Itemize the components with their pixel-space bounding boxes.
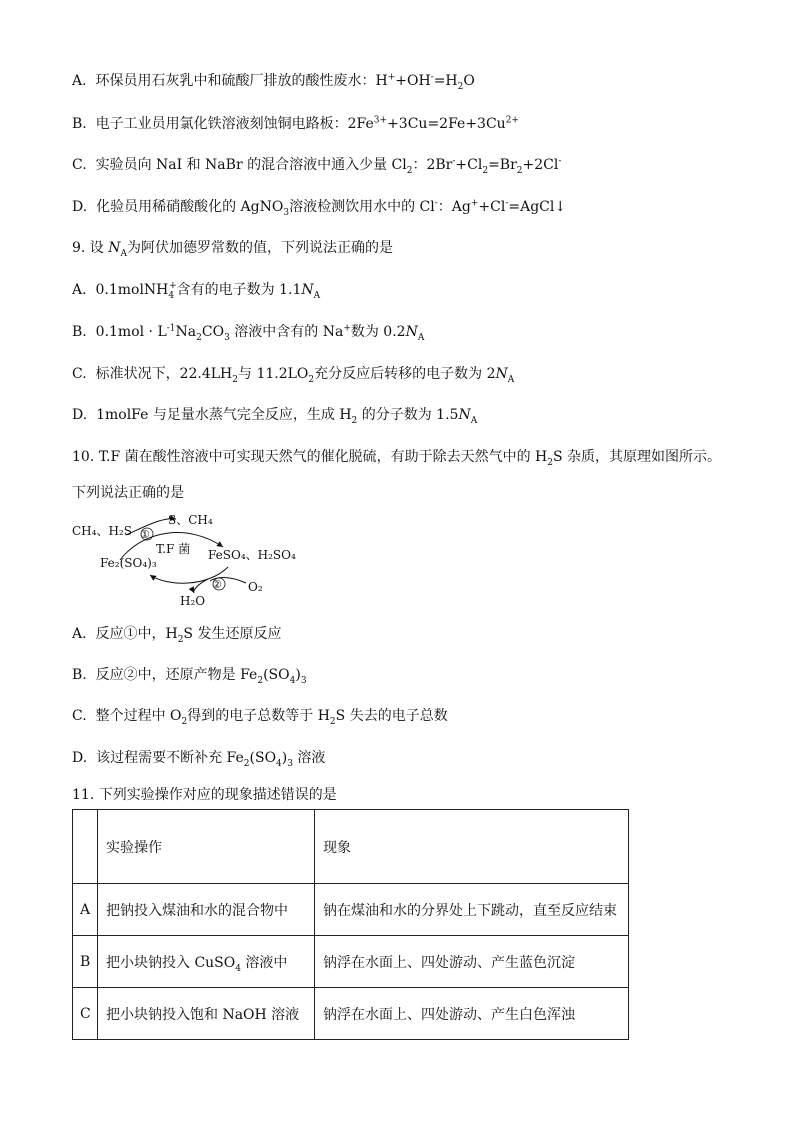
option-label: B. xyxy=(72,667,87,683)
q8-option-c: C. 实验员向 NaI 和 NaBr 的混合溶液中通入少量 $Cl_2$：$2Br^-+Cl_2=Br_2+2Cl^-$ xyxy=(72,156,562,176)
option-label: D. xyxy=(72,199,88,215)
table-row xyxy=(73,988,629,1040)
option-label: A. xyxy=(72,73,87,89)
option-label: C. xyxy=(72,157,87,173)
reaction-cycle-diagram xyxy=(68,505,308,611)
table-header-cell xyxy=(73,810,98,884)
q10-stem-line1: 10. T.F 菌在酸性溶液中可实现天然气的催化脱硫，有助于除去天然气中的 $H_2S$ 杂质，其原理如图所示。 xyxy=(72,449,722,468)
experiment-table xyxy=(72,809,629,1040)
row-observation: 钠浮在水面上、四处游动、产生白色浑浊 xyxy=(315,988,629,1040)
table-row xyxy=(73,936,629,988)
row-observation: 钠在煤油和水的分界处上下跳动，直至反应结束 xyxy=(315,884,629,936)
diagram-output-s-ch4: S、CH₄ xyxy=(168,513,213,527)
option-label: D. xyxy=(72,407,88,423)
q9-option-b: B. $0.1mol \cdot L^{-1}Na_2CO_3$ 溶液中含有的 Na+数为 $0.2N_A$ xyxy=(72,323,425,343)
diagram-fe2so43: Fe₂(SO₄)₃ xyxy=(100,556,157,570)
q10-option-d: D. 该过程需要不断补充 $Fe_2(SO_4)_3$ 溶液 xyxy=(72,750,326,769)
q10-option-c: C. 整个过程中 $O_2$得到的电子总数等于 $H_2S$ 失去的电子总数 xyxy=(72,708,448,727)
table-header-cell: 实验操作 xyxy=(98,810,315,884)
table-row xyxy=(73,884,629,936)
q10-option-b: B. 反应②中，还原产物是 $Fe_2(SO_4)_3$ xyxy=(72,667,307,686)
q8-option-d: D. 化验员用稀硝酸酸化的 AgNO$_3$溶液检测饮用水中的 Cl-：Ag++Cl-=AgCl↓ xyxy=(72,198,567,218)
q10-option-a: A. 反应①中，$H_2S$ 发生还原反应 xyxy=(72,626,282,645)
row-key: A xyxy=(73,884,98,936)
row-observation: 钠浮在水面上、四处游动、产生蓝色沉淀 xyxy=(315,936,629,988)
q8-option-b: B. 电子工业员用氯化铁溶液刻蚀铜电路板：$2Fe^{3+}+3Cu=2Fe+3Cu^{2+}$ xyxy=(72,115,519,132)
option-label: C. xyxy=(72,366,87,382)
step-1-label: ① xyxy=(140,528,150,541)
diagram-input-ch4-h2s: CH₄、H₂S xyxy=(72,524,132,538)
row-operation: 把小块钠投入饱和 NaOH 溶液 xyxy=(98,988,315,1040)
table-header-cell: 现象 xyxy=(315,810,629,884)
table-header-row xyxy=(73,810,629,884)
option-label: B. xyxy=(72,324,87,340)
option-label: A. xyxy=(72,626,87,642)
step-2-label: ② xyxy=(212,578,222,591)
option-label: B. xyxy=(72,116,87,132)
q11-stem: 11. 下列实验操作对应的现象描述错误的是 xyxy=(72,787,337,803)
q9-option-c: C. 标准状况下，$22.4LH_2$与 $11.2LO_2$充分反应后转移的电子数为 $2N_A$ xyxy=(72,366,515,385)
option-label: D. xyxy=(72,750,88,766)
option-label: C. xyxy=(72,708,87,724)
diagram-catalyst: T.F 菌 xyxy=(156,542,191,556)
q10-stem-line2: 下列说法正确的是 xyxy=(72,485,184,501)
q8-option-a: A. 环保员用石灰乳中和硫酸厂排放的酸性废水：$H^++OH^-=H_2O$ xyxy=(72,72,475,92)
q9-stem: 9. 设 $N_A$为阿伏加德罗常数的值，下列说法正确的是 xyxy=(72,240,394,259)
q9-option-a: A. 0.1molNH$_4$+含有的电子数为 $1.1N_A$ xyxy=(72,281,321,301)
q9-option-d: D. 1molFe 与足量水蒸气完全反应，生成 $H_2$ 的分子数为 $1.5N_A$ xyxy=(72,407,478,426)
diagram-feso4-h2so4: FeSO₄、H₂SO₄ xyxy=(208,548,296,562)
row-operation: 把钠投入煤油和水的混合物中 xyxy=(98,884,315,936)
option-label: A. xyxy=(72,282,87,298)
diagram-h2o: H₂O xyxy=(180,594,206,608)
diagram-o2: O₂ xyxy=(248,580,263,594)
row-key: C xyxy=(73,988,98,1040)
row-key: B xyxy=(73,936,98,988)
row-operation: 把小块钠投入 CuSO$_4$ 溶液中 xyxy=(98,936,315,988)
